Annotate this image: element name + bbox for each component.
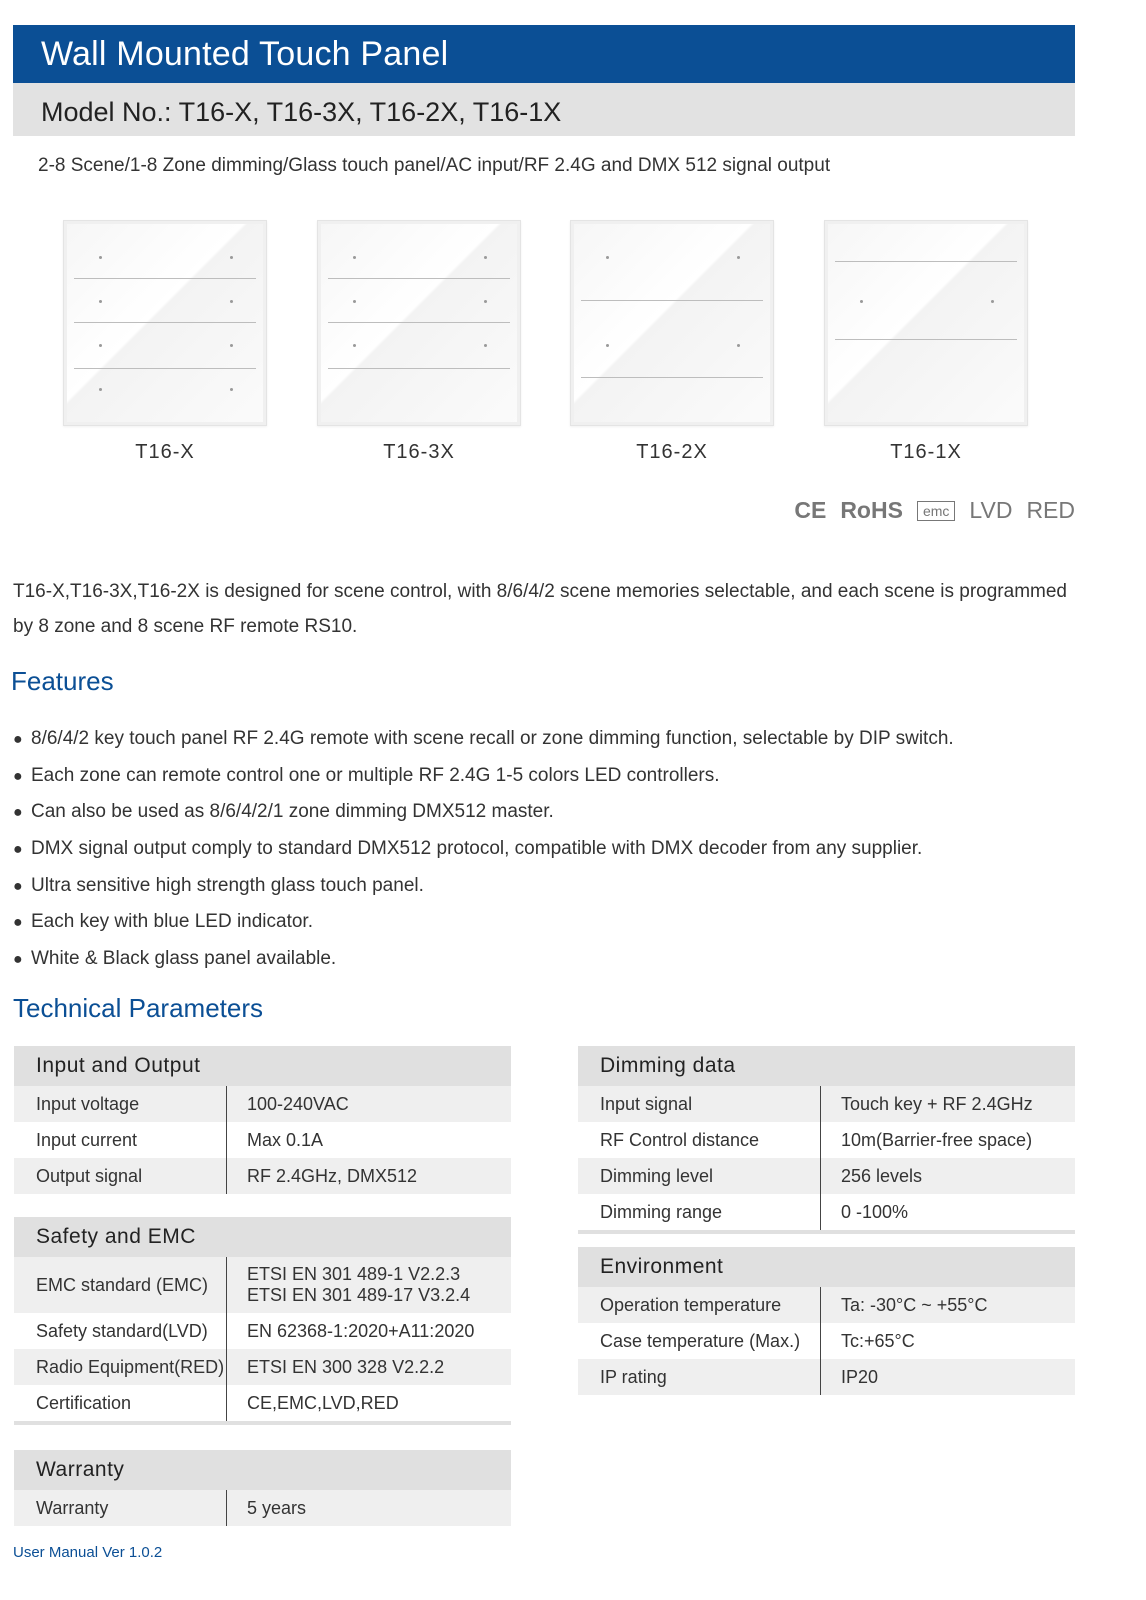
panel-label: T16-2X [636,441,708,463]
safety-emc-table [14,1217,511,1425]
table-title: Environment [578,1247,1075,1287]
list-item: ● Can also be used as 8/6/4/2/1 zone dimming DMX512 master. [13,801,554,823]
panel-label: T16-3X [383,441,455,463]
table-row: Output signal RF 2.4GHz, DMX512 [14,1158,511,1194]
table-row: Input current Max 0.1A [14,1122,511,1158]
panel-image-t16-x [63,220,267,426]
table-row: Radio Equipment(RED) ETSI EN 300 328 V2.2.2 [14,1349,511,1385]
table-row: RF Control distance 10m(Barrier-free space) [578,1122,1075,1158]
table-row: Warranty 5 years [14,1490,511,1526]
model-number: Model No.: T16-X, T16-3X, T16-2X, T16-1X [13,83,1075,136]
table-row: Input signal Touch key + RF 2.4GHz [578,1086,1075,1122]
table-row: IP rating IP20 [578,1359,1075,1395]
table-title: Dimming data [578,1046,1075,1086]
product-subtitle: 2-8 Scene/1-8 Zone dimming/Glass touch panel/AC input/RF 2.4G and DMX 512 signal output [38,155,831,176]
lvd-mark: LVD [969,497,1013,523]
panel-label: T16-X [135,441,195,463]
ce-mark: CE [794,497,827,523]
table-row: Input voltage 100-240VAC [14,1086,511,1122]
panel-image-t16-3x [317,220,521,426]
table-row: Dimming range 0 -100% [578,1194,1075,1230]
environment-table [578,1247,1075,1395]
emc-mark: emc [917,501,955,521]
red-mark: RED [1026,497,1075,523]
table-row: Dimming level 256 levels [578,1158,1075,1194]
panel-label: T16-1X [890,441,962,463]
footer-version: User Manual Ver 1.0.2 [13,1544,163,1561]
table-row: Operation temperature Ta: -30°C ~ +55°C [578,1287,1075,1323]
panel-image-t16-1x [824,220,1028,426]
intro-paragraph: T16-X,T16-3X,T16-2X is designed for scene control, with 8/6/4/2 scene memories selectable, and each scene is programmed by 8 zone and 8 scene RF remote RS10. [13,581,1067,637]
features-heading: Features [11,666,114,696]
list-item: ● Each zone can remote control one or multiple RF 2.4G 1-5 colors LED controllers. [13,764,720,786]
table-title: Input and Output [14,1046,511,1086]
warranty-table [14,1450,511,1526]
table-title: Warranty [14,1450,511,1490]
table-row: Certification CE,EMC,LVD,RED [14,1385,511,1421]
list-item: ● Each key with blue LED indicator. [13,911,313,933]
features-list [13,722,954,979]
dimming-data-table [578,1046,1075,1234]
table-row: Case temperature (Max.) Tc:+65°C [578,1323,1075,1359]
panel-image-t16-2x [570,220,774,426]
list-item: ● 8/6/4/2 key touch panel RF 2.4G remote with scene recall or zone dimming function, selectable by DIP switch. [13,728,954,749]
certification-logos [794,497,1075,524]
page-title: Wall Mounted Touch Panel [13,25,1075,83]
table-row: Safety standard(LVD) EN 62368-1:2020+A11:2020 [14,1313,511,1349]
list-item: ● Ultra sensitive high strength glass touch panel. [13,874,424,896]
rohs-mark: RoHS [840,497,903,523]
technical-heading: Technical Parameters [13,993,263,1023]
list-item: ● DMX signal output comply to standard DMX512 protocol, compatible with DMX decoder from any supplier. [13,838,923,860]
table-title: Safety and EMC [14,1217,511,1257]
table-row: EMC standard (EMC) ETSI EN 301 489-1 V2.2.3 ETSI EN 301 489-17 V3.2.4 [14,1257,511,1313]
input-output-table [14,1046,511,1194]
list-item: ● White & Black glass panel available. [13,948,337,970]
